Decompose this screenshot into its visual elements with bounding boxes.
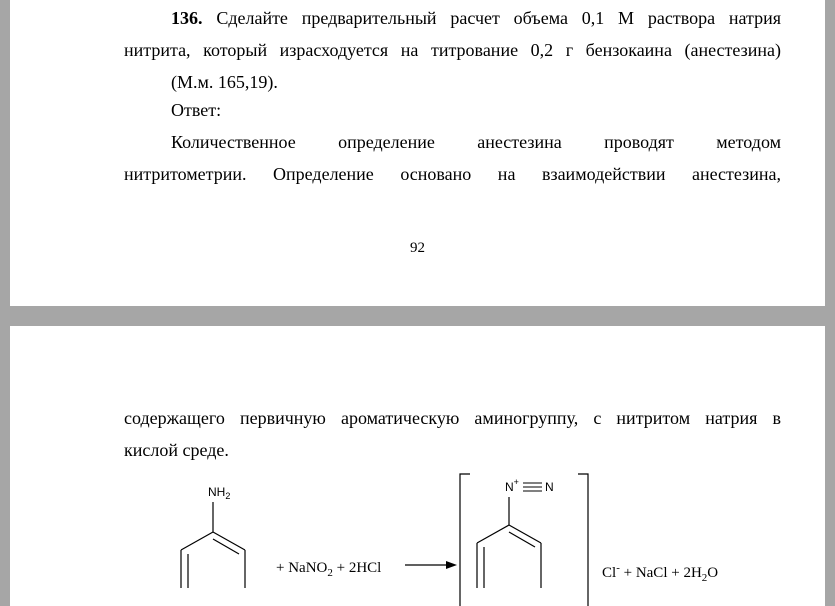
diazotization-reaction-scheme <box>10 326 825 606</box>
amino-group-label: $NH_2$ <box>208 485 231 501</box>
byproducts-text: Cl- + NaCl + $2H_2O$ <box>602 562 719 584</box>
task-text-line-3: (М.м. 165,19). <box>171 72 278 92</box>
document-page-92 <box>10 0 825 306</box>
answer-label: Ответ: <box>171 100 222 120</box>
reagents-text: + NaNO$_2$ + 2HCl <box>276 560 382 579</box>
body-line-2: нитритометрии. Определение основано на взаимодействии анестезина, <box>124 164 781 184</box>
task-text-line-2: нитрита, который израсходуется на титрование 0,2 г бензокаина (анестезина) <box>124 40 781 60</box>
body-paragraph <box>124 126 781 190</box>
reaction-arrow <box>405 561 457 569</box>
left-bracket <box>460 474 470 606</box>
body-line-3: содержащего первичную ароматическую аминогруппу, с нитритом натрия в <box>124 408 781 428</box>
body-line-4: кислой среде. <box>124 440 229 460</box>
task-number: 136. <box>171 8 203 28</box>
page-number: 92 <box>410 240 425 256</box>
aniline-structure <box>181 485 245 588</box>
body-line-1: Количественное определение анестезина проводят методом <box>171 132 781 152</box>
task-paragraph <box>124 2 781 98</box>
diazonium-structure <box>477 477 554 588</box>
diazonium-group-label: N+ <box>505 477 519 494</box>
right-bracket <box>578 474 588 606</box>
terminal-nitrogen-label: N <box>545 480 554 494</box>
document-page-93 <box>10 326 825 606</box>
task-text-line-1: Сделайте предварительный расчет объема 0,1 М раствора натрия <box>216 8 782 28</box>
